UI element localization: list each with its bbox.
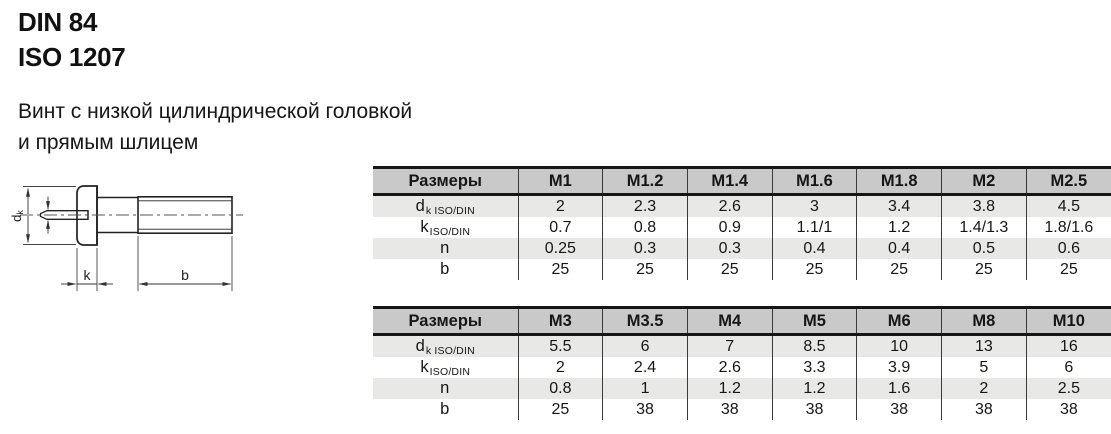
value-cell: 38 (1026, 399, 1111, 420)
value-cell: 25 (687, 259, 772, 280)
value-cell: 25 (942, 259, 1027, 280)
header-cell-sizes: Размеры (408, 311, 482, 330)
value-cell: 25 (857, 259, 942, 280)
header-cell-m3: M3 (518, 308, 603, 335)
value-cell: 38 (857, 399, 942, 420)
value-cell: 1 (603, 378, 688, 399)
table-header-row (373, 308, 1111, 335)
table-row-dk (373, 335, 1111, 358)
b-dimension-label: b (181, 267, 189, 283)
value-cell: 13 (942, 335, 1027, 358)
product-description (18, 96, 412, 158)
row-label-n: n (440, 378, 450, 397)
value-cell: 38 (603, 399, 688, 420)
value-cell: 25 (518, 399, 603, 420)
dimensions-table-small-sizes (373, 166, 1111, 280)
row-label-b: b (440, 399, 450, 418)
row-label-dk: $d_{k ISO/DIN}$ (415, 336, 475, 357)
value-cell: 0.8 (518, 378, 603, 399)
value-cell: 0.25 (518, 238, 603, 259)
header-cell-m3-5: M3.5 (603, 308, 688, 335)
value-cell: 2.6 (687, 195, 772, 218)
value-cell: 3.8 (942, 195, 1027, 218)
value-cell: 5.5 (518, 335, 603, 358)
standard-iso: ISO 1207 (18, 42, 126, 72)
value-cell: 10 (857, 335, 942, 358)
value-cell: 0.6 (1026, 238, 1111, 259)
value-cell: 1.4/1.3 (942, 217, 1027, 238)
value-cell: 1.2 (857, 217, 942, 238)
value-cell: 0.5 (942, 238, 1027, 259)
header-cell-m10: M10 (1026, 308, 1111, 335)
table-row-k (373, 357, 1111, 378)
standard-titles (18, 5, 125, 75)
value-cell: 2.6 (687, 357, 772, 378)
value-cell: 3 (772, 195, 857, 218)
value-cell: 38 (942, 399, 1027, 420)
header-cell-m6: M6 (857, 308, 942, 335)
value-cell: 16 (1026, 335, 1111, 358)
value-cell: 1.2 (772, 378, 857, 399)
value-cell: 0.4 (772, 238, 857, 259)
header-cell-sizes: Размеры (408, 171, 482, 190)
value-cell: 2.3 (603, 195, 688, 218)
value-cell: 0.3 (603, 238, 688, 259)
value-cell: 5 (942, 357, 1027, 378)
value-cell: 3.4 (857, 195, 942, 218)
value-cell: 2.4 (603, 357, 688, 378)
value-cell: 0.4 (857, 238, 942, 259)
table-header-row (373, 168, 1111, 195)
header-cell-m8: M8 (942, 308, 1027, 335)
row-label-n: n (440, 238, 450, 257)
table-row-k (373, 217, 1111, 238)
header-cell-m1-6: M1.6 (772, 168, 857, 195)
value-cell: 38 (772, 399, 857, 420)
table-row-n (373, 238, 1111, 259)
header-cell-m1-2: M1.2 (603, 168, 688, 195)
row-label-k: $k_{ISO/DIN}$ (420, 217, 471, 238)
value-cell: 1.2 (687, 378, 772, 399)
value-cell: 0.9 (687, 217, 772, 238)
value-cell: 2 (518, 357, 603, 378)
header-cell-m2-5: M2.5 (1026, 168, 1111, 195)
standard-din: DIN 84 (18, 7, 98, 37)
dk-dimension-label: dk (9, 210, 25, 222)
dimensions-table-large-sizes (373, 306, 1111, 420)
table-row-b (373, 259, 1111, 280)
table-m1-m2_5 (373, 166, 1111, 280)
value-cell: 0.7 (518, 217, 603, 238)
row-label-b: b (440, 259, 450, 278)
value-cell: 4.5 (1026, 195, 1111, 218)
table-row-n (373, 378, 1111, 399)
value-cell: 3.9 (857, 357, 942, 378)
value-cell: 1.1/1 (772, 217, 857, 238)
value-cell: 2 (942, 378, 1027, 399)
k-dimension-label: k (83, 267, 91, 283)
value-cell: 3.3 (772, 357, 857, 378)
description-line-2: и прямым шлицем (18, 131, 199, 154)
header-cell-m4: M4 (687, 308, 772, 335)
value-cell: 25 (772, 259, 857, 280)
value-cell: 2.5 (1026, 378, 1111, 399)
table-row-b (373, 399, 1111, 420)
header-cell-m2: M2 (942, 168, 1027, 195)
value-cell: 25 (603, 259, 688, 280)
value-cell: 6 (603, 335, 688, 358)
row-label-k: $k_{ISO/DIN}$ (420, 357, 471, 378)
header-cell-m1: M1 (518, 168, 603, 195)
value-cell: 2 (518, 195, 603, 218)
value-cell: 25 (518, 259, 603, 280)
value-cell: 7 (687, 335, 772, 358)
value-cell: 1.8/1.6 (1026, 217, 1111, 238)
value-cell: 6 (1026, 357, 1111, 378)
value-cell: 1.6 (857, 378, 942, 399)
description-line-1: Винт с низкой цилиндрической головкой (18, 100, 413, 123)
table-m3-m10 (373, 306, 1111, 420)
value-cell: 8.5 (772, 335, 857, 358)
value-cell: 38 (687, 399, 772, 420)
value-cell: 0.3 (687, 238, 772, 259)
header-cell-m1-4: M1.4 (687, 168, 772, 195)
value-cell: 25 (1026, 259, 1111, 280)
screw-technical-drawing (6, 173, 256, 299)
row-label-dk: $d_{k ISO/DIN}$ (415, 196, 475, 217)
table-row-dk (373, 195, 1111, 218)
header-cell-m5: M5 (772, 308, 857, 335)
value-cell: 0.8 (603, 217, 688, 238)
header-cell-m1-8: M1.8 (857, 168, 942, 195)
